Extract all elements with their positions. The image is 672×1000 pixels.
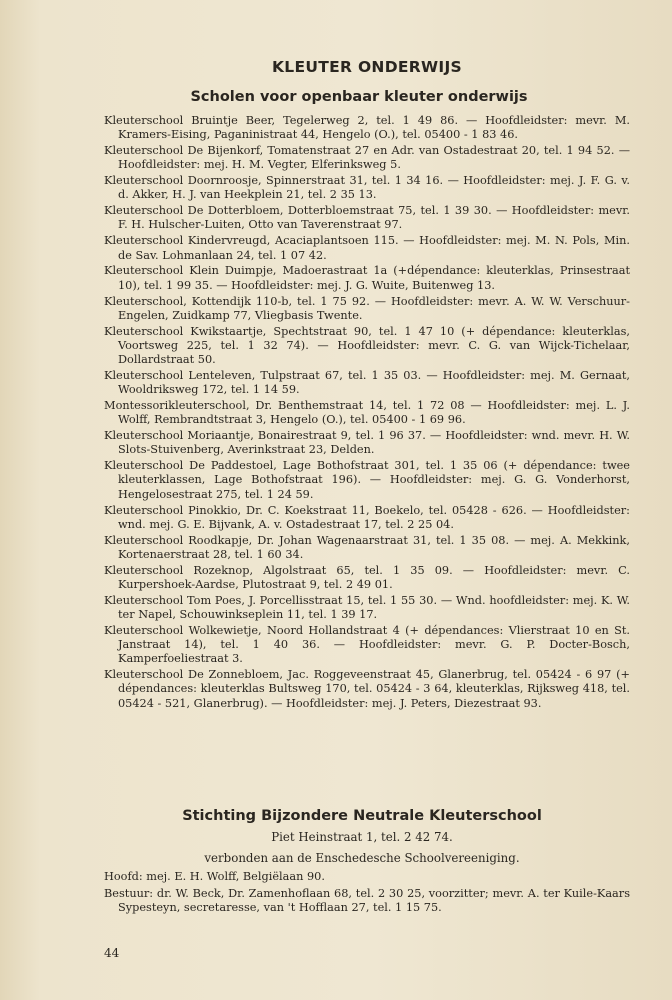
list-item: Kleuterschool De Bijenkorf, Tomatenstraat 27 en Adr. van Ostadestraat 20, tel. 1 94 52. — Hoofdleidster: mej. H. M. Vegter, Elferinksweg 5. xyxy=(104,144,630,172)
list-item: Kleuterschool Roodkapje, Dr. Johan Wagenaarstraat 31, tel. 1 35 08. — mej. A. Mekkink, Kortenaerstraat 28, tel. 1 60 34. xyxy=(104,533,630,561)
list-item: Kleuterschool De Zonnebloem, Jac. Roggeveenstraat 45, Glanerbrug, tel. 05424 - 6 97 (+ dépendances: kleuterklas Bultsweg 170, tel. 05424 - 3 64, kleuterklas, Rijksweg 418, tel. 05424 - 521, Glanerbrug). — Hoofdleidster: mej. J. Peters, Diezestraat 93. xyxy=(104,668,630,710)
list-item: Kleuterschool, Kottendijk 110-b, tel. 1 75 92. — Hoofdleidster: mevr. A. W. W. Verschuur-Engelen, Zuidkamp 77, Vliegbasis Twente. xyxy=(104,294,630,322)
list-item: Montessorikleuterschool, Dr. Benthemstraat 14, tel. 1 72 08 — Hoofdleidster: mej. L. J. Wolff, Rembrandtstraat 3, Hengelo (O.), tel. 05400 - 1 69 96. xyxy=(104,399,630,427)
list-item: Kleuterschool De Paddestoel, Lage Bothofstraat 301, tel. 1 35 06 (+ dépendance: twee kleuterklassen, Lage Bothofstraat 196). — Hoofdleidster: mej. G. G. Vonderhorst, Hengelosestraat 275, tel. 1 24 59. xyxy=(104,459,630,501)
stichting-head: Hoofd: mej. E. H. Wolff, Belgiëlaan 90. xyxy=(104,870,325,883)
list-item: Kleuterschool De Dotterbloem, Dotterbloemstraat 75, tel. 1 39 30. — Hoofdleidster: mevr. F. H. Hulscher-Luiten, Otto van Taverenstraat 97. xyxy=(104,204,630,232)
list-item: Kleuterschool Pinokkio, Dr. C. Koekstraat 11, Boekelo, tel. 05428 - 626. — Hoofdleidster: wnd. mej. G. E. Bijvank, A. v. Ostadestraat 17, tel. 2 25 04. xyxy=(104,503,630,531)
list-item: Kleuterschool Rozeknop, Algolstraat 65, tel. 1 35 09. — Hoofdleidster: mevr. C. Kurpershoek-Aardse, Plutostraat 9, tel. 2 49 01. xyxy=(104,563,630,591)
section-heading-openbaar: Scholen voor openbaar kleuter onderwijs xyxy=(190,89,528,105)
school-list xyxy=(104,114,630,713)
list-item: Kleuterschool Doornroosje, Spinnerstraat 31, tel. 1 34 16. — Hoofdleidster: mej. J. F. G. v. d. Akker, H. J. van Heekplein 21, tel. 2 35 13. xyxy=(104,174,630,202)
list-item: Kleuterschool Tom Poes, J. Porcellisstraat 15, tel. 1 55 30. — Wnd. hoofdleidster: mej. K. W. ter Napel, Schouwinkseplein 11, tel. 1 39 17. xyxy=(104,593,630,622)
list-item: Kleuterschool Kwikstaartje, Spechtstraat 90, tel. 1 47 10 (+ dépendance: kleuterklas, Voortsweg 225, tel. 1 32 74). — Hoofdleidster: mevr. C. G. van Wijck-Tichelaar, Dollardstraat 50. xyxy=(104,324,630,367)
list-item: Kleuterschool Kindervreugd, Acaciaplantsoen 115. — Hoofdleidster: mej. M. N. Pols, Min. de Sav. Lohmanlaan 24, tel. 1 07 42. xyxy=(104,234,630,262)
list-item: Kleuterschool Lenteleven, Tulpstraat 67, tel. 1 35 03. — Hoofdleidster: mej. M. Gernaat, Wooldriksweg 172, tel. 1 14 59. xyxy=(104,368,630,397)
stichting-affiliation: verbonden aan de Enschedesche Schoolvereeniging. xyxy=(204,851,520,865)
list-item: Kleuterschool Wolkewietje, Noord Hollandstraat 4 (+ dépendances: Vlierstraat 10 en St. Janstraat 14), tel. 1 40 36. — Hoofdleidster: mevr. G. P. Docter-Bosch, Kamperfoeliestraat 3. xyxy=(104,623,630,666)
page-title: KLEUTER ONDERWIJS xyxy=(272,58,462,76)
list-item: Kleuterschool Klein Duimpje, Madoerastraat 1a (+dépendance: kleuterklas, Prinsestraat 10), tel. 1 99 35. — Hoofdleidster: mej. J. G. Wuite, Buitenweg 13. xyxy=(104,264,630,292)
page-number: 44 xyxy=(104,946,120,960)
stichting-board: Bestuur: dr. W. Beck, Dr. Zamenhoflaan 68, tel. 2 30 25, voorzitter; mevr. A. ter Kuile-Kaars Sypesteyn, secretaresse, van 't Hofflaan 27, tel. 1 15 75. xyxy=(104,887,630,915)
list-item: Kleuterschool Bruintje Beer, Tegelerweg 2, tel. 1 49 86. — Hoofdleidster: mevr. M. Kramers-Eising, Paganinistraat 44, Hengelo (O.), tel. 05400 - 1 83 46. xyxy=(104,114,630,142)
section-heading-stichting: Stichting Bijzondere Neutrale Kleuterschool xyxy=(182,808,542,824)
stichting-address: Piet Heinstraat 1, tel. 2 42 74. xyxy=(271,830,453,844)
list-item: Kleuterschool Moriaantje, Bonairestraat 9, tel. 1 96 37. — Hoofdleidster: wnd. mevr. H. W. Slots-Stuivenberg, Averinkstraat 23, Delden. xyxy=(104,429,630,457)
